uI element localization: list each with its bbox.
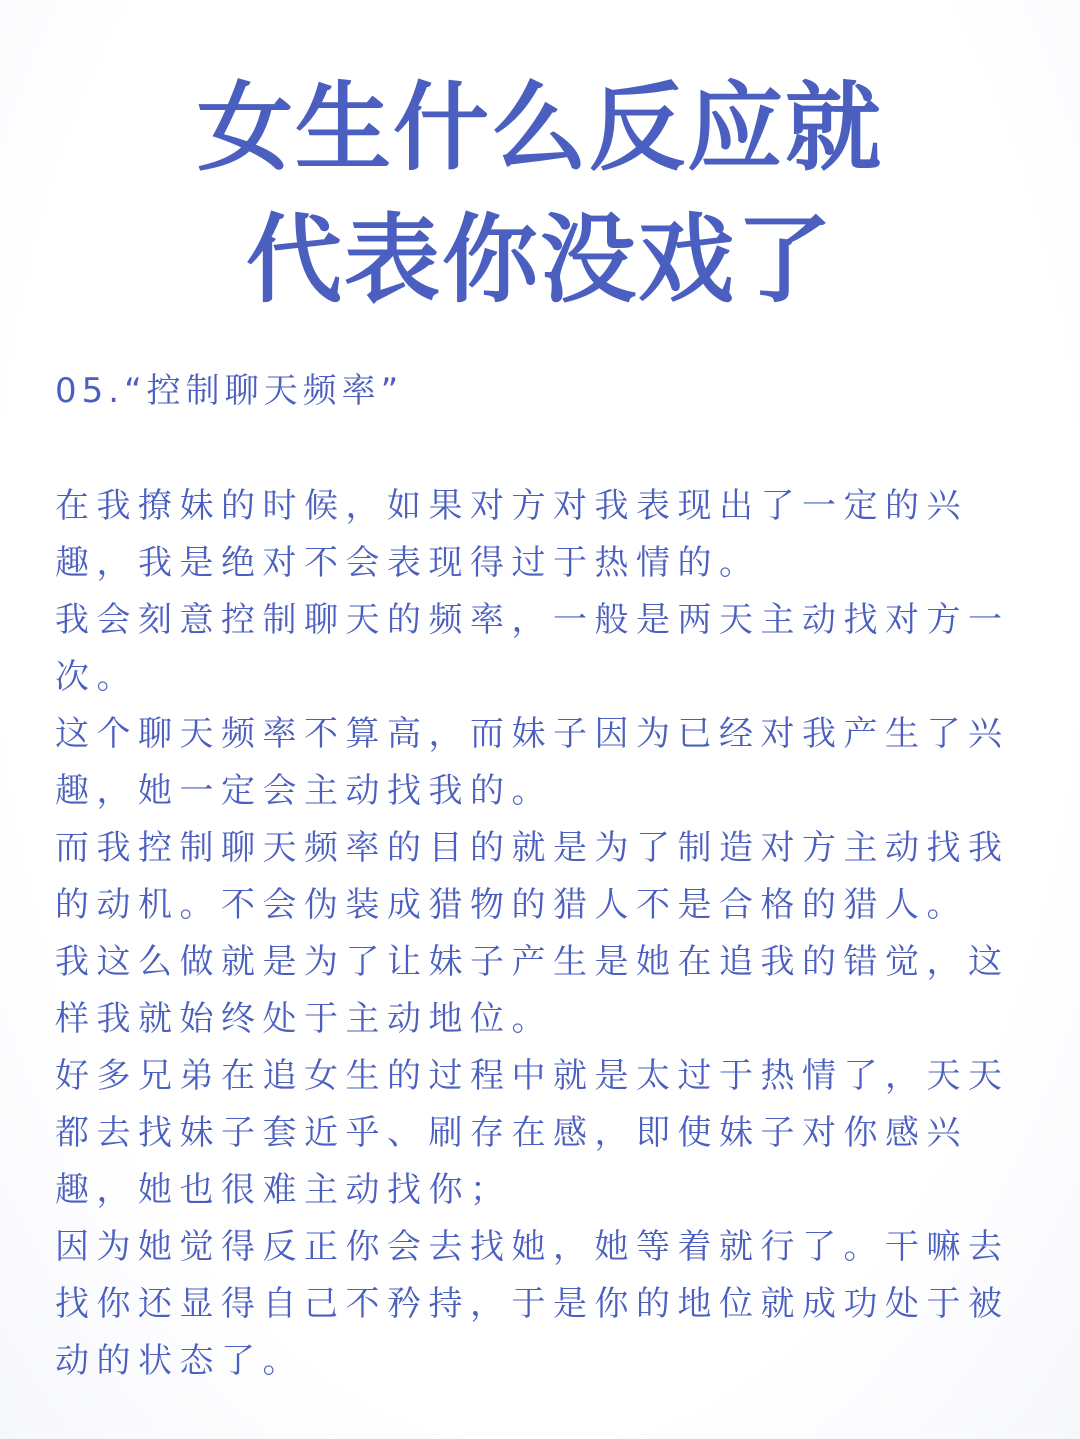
body-line: 我会刻意控制聊天的频率，一般是两天主动找对方一 [55, 600, 1010, 640]
body-line: 好多兄弟在追女生的过程中就是太过于热情了，天天 [55, 1056, 1010, 1096]
section-heading: 05.“控制聊天频率” [55, 371, 404, 411]
body-line: 这个聊天频率不算高，而妹子因为已经对我产生了兴 [55, 714, 1010, 754]
body-line: 都去找妹子套近乎、刷存在感，即使妹子对你感兴 [55, 1113, 968, 1153]
body-line: 的动机。不会伪装成猎物的猎人不是合格的猎人。 [55, 885, 968, 925]
body-line: 趣，她也很难主动找你； [55, 1170, 512, 1210]
body-line: 趣，她一定会主动找我的。 [55, 771, 553, 811]
body-line: 找你还显得自己不矜持，于是你的地位就成功处于被 [55, 1284, 1010, 1324]
page-title [0, 62, 1080, 326]
body-line: 而我控制聊天频率的目的就是为了制造对方主动找我 [55, 828, 1010, 868]
body-line: 趣，我是绝对不会表现得过于热情的。 [55, 543, 761, 583]
title-line-1: 女生什么反应就 [197, 72, 883, 184]
body-line: 次。 [55, 657, 138, 697]
body-line: 我这么做就是为了让妹子产生是她在追我的错觉，这 [55, 942, 1010, 982]
body-line: 因为她觉得反正你会去找她，她等着就行了。干嘛去 [55, 1227, 1010, 1267]
body-line: 在我撩妹的时候，如果对方对我表现出了一定的兴 [55, 486, 968, 526]
body-line: 样我就始终处于主动地位。 [55, 999, 553, 1039]
title-line-2: 代表你没戏了 [246, 204, 834, 316]
article-body [55, 478, 1023, 1390]
body-line: 动的状态了。 [55, 1341, 304, 1381]
